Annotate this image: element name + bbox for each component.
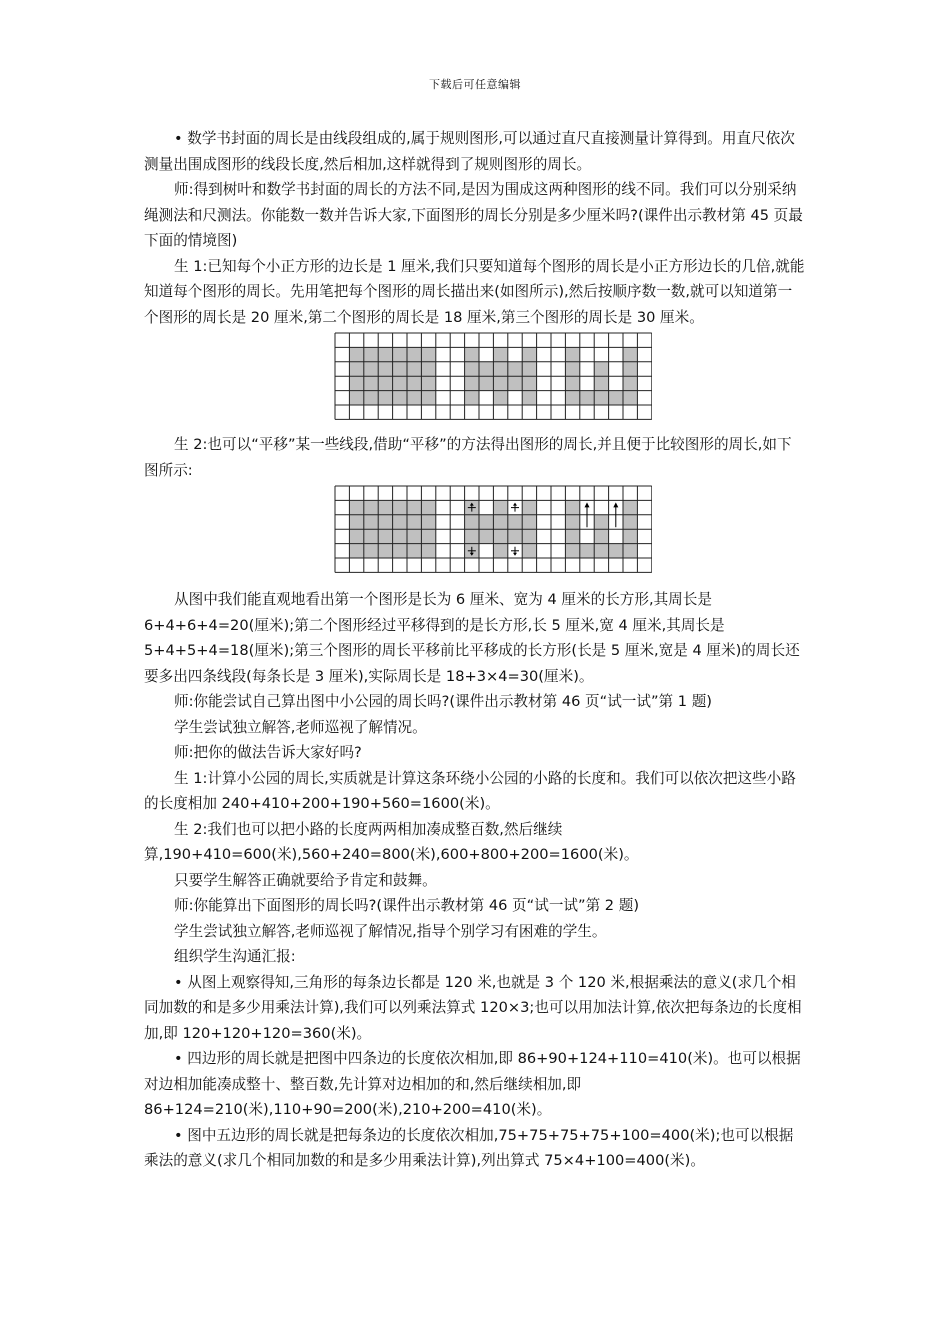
shaded-cell: [364, 362, 378, 376]
shaded-cell: [393, 362, 407, 376]
shaded-cell: [393, 391, 407, 405]
shaded-cell: [623, 347, 637, 361]
shaded-cell: [364, 391, 378, 405]
shaded-cell: [378, 376, 392, 390]
shaded-cell: [349, 500, 363, 514]
paragraph: • 图中五边形的周长就是把每条边的长度依次相加,75+75+75+75+100=400(米);也可以根据乘法的意义(求几个相同加数的和是多少用乘法计算),列出算式 75×4+100=400(米)。: [144, 1126, 794, 1169]
shaded-cell: [580, 544, 594, 558]
shaded-cell: [364, 515, 378, 529]
shaded-cell: [364, 347, 378, 361]
shaded-cell: [364, 500, 378, 514]
shaded-cell: [522, 347, 536, 361]
shaded-cell: [493, 391, 507, 405]
shaded-cell: [407, 529, 421, 543]
shaded-cell: [493, 515, 507, 529]
shaded-cell: [465, 376, 479, 390]
paragraph: 组织学生沟通汇报:: [174, 948, 296, 965]
shaded-cell: [407, 391, 421, 405]
shaded-cell: [407, 362, 421, 376]
translation-arrow-icon: [511, 503, 519, 512]
shaded-cell: [522, 362, 536, 376]
shaded-cell: [349, 544, 363, 558]
shaded-cell: [349, 515, 363, 529]
shaded-cell: [565, 391, 579, 405]
shaded-cell: [565, 362, 579, 376]
shaded-cell: [421, 515, 435, 529]
shaded-cell: [378, 529, 392, 543]
shaded-cell: [522, 391, 536, 405]
shaded-cell: [565, 544, 579, 558]
shaded-cell: [378, 347, 392, 361]
shaded-cell: [349, 362, 363, 376]
paragraph: 师:把你的做法告诉大家好吗?: [174, 744, 362, 761]
shaded-cell: [349, 347, 363, 361]
shaded-cell: [508, 515, 522, 529]
shaded-cell: [594, 529, 608, 543]
shaded-cell: [421, 376, 435, 390]
shaded-cell: [421, 347, 435, 361]
paragraph: • 四边形的周长就是把图中四条边的长度依次相加,即 86+90+124+110=410(米)。也可以根据对边相加能凑成整十、整百数,先计算对边相加的和,然后继续相加,即 86+124=210(米),110+90=200(米),210+200=410(米)。: [144, 1050, 801, 1118]
shaded-cell: [378, 362, 392, 376]
shaded-cell: [623, 376, 637, 390]
shaded-cell: [594, 362, 608, 376]
shaded-cell: [407, 376, 421, 390]
translation-arrow-icon: [511, 547, 519, 556]
shaded-cell: [565, 515, 579, 529]
shaded-cell: [623, 500, 637, 514]
shaded-cell: [623, 515, 637, 529]
shaded-cell: [609, 391, 623, 405]
shaded-cell: [364, 376, 378, 390]
shaded-cell: [594, 544, 608, 558]
shaded-cell: [522, 515, 536, 529]
shaded-cell: [407, 347, 421, 361]
shaded-cell: [378, 391, 392, 405]
page-header: 下载后可任意编辑: [429, 78, 521, 91]
shaded-cell: [364, 529, 378, 543]
paragraph: 从图中我们能直观地看出第一个图形是长为 6 厘米、宽为 4 厘米的长方形,其周长是 6+4+6+4=20(厘米);第二个图形经过平移得到的是长方形,长 5 厘米,宽 4 厘米,其周长是 5+4+5+4=18(厘米);第三个图形的周长平移前比平移成的长方形(长是 5 厘米,宽是 4 厘米)的周长还要多出四条线段(每条长是 3 厘米),实际周长是 18+3×4=30(厘米)。: [144, 591, 800, 685]
paragraph: 生 1:计算小公园的周长,实质就是计算这条环绕小公园的小路的长度和。我们可以依次把这些小路的长度相加 240+410+200+190+560=1600(米)。: [144, 769, 796, 812]
shaded-cell: [407, 500, 421, 514]
shaded-cell: [407, 544, 421, 558]
shaded-cell: [465, 347, 479, 361]
shaded-cell: [421, 391, 435, 405]
shaded-cell: [493, 544, 507, 558]
shaded-cell: [508, 376, 522, 390]
shaded-cell: [493, 347, 507, 361]
paragraph: 生 2:我们也可以把小路的长度两两相加凑成整百数,然后继续算,190+410=600(米),560+240=800(米),600+800+200=1600(米)。: [144, 820, 639, 863]
shaded-cell: [407, 515, 421, 529]
shaded-cell: [349, 529, 363, 543]
shaded-cell: [565, 347, 579, 361]
shaded-cell: [508, 529, 522, 543]
shaded-cell: [580, 391, 594, 405]
shaded-cell: [522, 529, 536, 543]
shaded-cell: [565, 376, 579, 390]
shaded-cell: [508, 362, 522, 376]
paragraph: 生 1:已知每个小正方形的边长是 1 厘米,我们只要知道每个图形的周长是小正方形边长的几倍,就能知道每个图形的周长。先用笔把每个图形的周长描出来(如图所示),然后按顺序数一数,就可以知道第一个图形的周长是 20 厘米,第二个图形的周长是 18 厘米,第三个图形的周长是 30 厘米。: [144, 257, 805, 326]
shaded-cell: [479, 362, 493, 376]
shaded-cell: [479, 515, 493, 529]
shaded-cell: [493, 500, 507, 514]
shaded-cell: [378, 515, 392, 529]
shaded-cell: [421, 362, 435, 376]
shaded-cell: [522, 544, 536, 558]
shaded-cell: [623, 362, 637, 376]
shaded-cell: [493, 362, 507, 376]
shaded-cell: [378, 544, 392, 558]
paragraph: 只要学生解答正确就要给予肯定和鼓舞。: [174, 871, 437, 889]
shaded-cell: [465, 362, 479, 376]
shaded-cell: [623, 544, 637, 558]
shaded-cell: [594, 391, 608, 405]
document-body: [144, 126, 806, 1174]
shaded-cell: [421, 544, 435, 558]
paragraph: 学生尝试独立解答,老师巡视了解情况。: [174, 718, 427, 736]
shaded-cell: [393, 515, 407, 529]
perimeter-grid-figure: [334, 332, 652, 422]
shaded-cell: [594, 515, 608, 529]
shaded-cell: [522, 500, 536, 514]
paragraph: 师:得到树叶和数学书封面的周长的方法不同,是因为围成这两种图形的线不同。我们可以分别采纳绳测法和尺测法。你能数一数并告诉大家,下面图形的周长分别是多少厘米吗?(课件出示教材第 45 页最下面的情境图): [144, 181, 803, 249]
shaded-cell: [465, 515, 479, 529]
translation-grid-figure: [334, 485, 652, 575]
shaded-cell: [393, 544, 407, 558]
shaded-cell: [623, 529, 637, 543]
shaded-cell: [493, 376, 507, 390]
shaded-cell: [465, 529, 479, 543]
paragraph: 生 2:也可以“平移”某一些线段,借助“平移”的方法得出图形的周长,并且便于比较图形的周长,如下图所示:: [144, 436, 792, 479]
paragraph: 师:你能算出下面图形的周长吗?(课件出示教材第 46 页“试一试”第 2 题): [174, 897, 640, 914]
shaded-cell: [522, 376, 536, 390]
shaded-cell: [393, 347, 407, 361]
shaded-cell: [594, 376, 608, 390]
shaded-cell: [364, 544, 378, 558]
shaded-cell: [479, 376, 493, 390]
shaded-cell: [393, 376, 407, 390]
shaded-cell: [393, 500, 407, 514]
shaded-cell: [378, 500, 392, 514]
shaded-cell: [565, 529, 579, 543]
shaded-cell: [623, 391, 637, 405]
shaded-cell: [609, 544, 623, 558]
paragraph: • 从图上观察得知,三角形的每条边长都是 120 米,也就是 3 个 120 米,根据乘法的意义(求几个相同加数的和是多少用乘法计算),我们可以列乘法算式 120×3;也可以用加法计算,依次把每条边的长度相加,即 120+120+120=360(米)。: [144, 973, 802, 1042]
shaded-cell: [421, 500, 435, 514]
shaded-cell: [565, 500, 579, 514]
shaded-cell: [479, 529, 493, 543]
paragraph: 师:你能尝试自己算出图中小公园的周长吗?(课件出示教材第 46 页“试一试”第 1 题): [174, 693, 712, 710]
shaded-cell: [349, 391, 363, 405]
paragraph: 学生尝试独立解答,老师巡视了解情况,指导个别学习有困难的学生。: [174, 922, 607, 940]
shaded-cell: [493, 529, 507, 543]
shaded-cell: [421, 529, 435, 543]
shaded-cell: [393, 529, 407, 543]
shaded-cell: [465, 391, 479, 405]
paragraph: • 数学书封面的周长是由线段组成的,属于规则图形,可以通过直尺直接测量计算得到。用直尺依次测量出围成图形的线段长度,然后相加,这样就得到了规则图形的周长。: [144, 130, 795, 173]
shaded-cell: [349, 376, 363, 390]
